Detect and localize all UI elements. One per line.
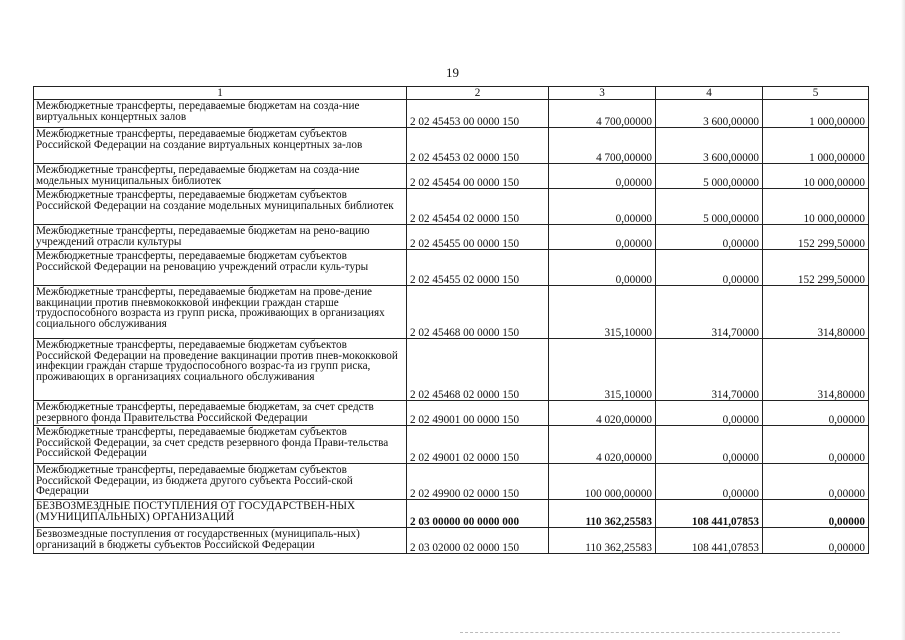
row-name-cell: Межбюджетные трансферты, передаваемые бюджетам, за счет средств резервного фонда Правительства Российской Федерации [34,401,407,426]
row-code-cell: 2 02 45468 00 0000 150 [407,286,549,339]
column-number-header-row [34,87,869,100]
row-name-cell: Безвозмездные поступления от государственных (муниципаль-ных) организаций в бюджеты субъектов Российской Федерации [34,528,407,554]
row-code-cell: 2 02 45453 02 0000 150 [407,128,549,164]
row-code-cell: 2 02 45453 00 0000 150 [407,100,549,128]
row-value-col5: 0,00000 [763,528,869,554]
table-row [34,500,869,528]
row-code-cell: 2 02 45455 00 0000 150 [407,225,549,250]
column-header: 5 [763,87,869,100]
row-code-cell: 2 03 02000 02 0000 150 [407,528,549,554]
row-value-col4: 5 000,00000 [656,164,763,189]
row-value-col5: 314,80000 [763,339,869,401]
table-row [34,401,869,426]
scan-edge-shadow [901,0,905,640]
row-value-col5: 10 000,00000 [763,189,869,225]
row-value-col3: 4 700,00000 [549,128,656,164]
table-row [34,250,869,286]
budget-revenue-table [33,86,869,554]
row-value-col4: 3 600,00000 [656,100,763,128]
row-code-cell: 2 03 00000 00 0000 000 [407,500,549,528]
row-name-cell: Межбюджетные трансферты, передаваемые бюджетам субъектов Российской Федерации на проведение вакцинации против пнев-мококковой инфекции граждан старше трудоспособного возрас-та из групп риска, проживающих в организациях социального обслуживания [34,339,407,401]
row-value-col3: 100 000,00000 [549,464,656,500]
row-name-cell: Межбюджетные трансферты, передаваемые бюджетам на созда-ние виртуальных концертных залов [34,100,407,128]
table-row [34,464,869,500]
row-name-cell: Межбюджетные трансферты, передаваемые бюджетам субъектов Российской Федерации на реновацию учреждений отрасли куль-туры [34,250,407,286]
row-value-col3: 0,00000 [549,250,656,286]
row-value-col3: 315,10000 [549,339,656,401]
row-code-cell: 2 02 49001 00 0000 150 [407,401,549,426]
row-value-col5: 152 299,50000 [763,250,869,286]
row-value-col5: 10 000,00000 [763,164,869,189]
row-name-cell: Межбюджетные трансферты, передаваемые бюджетам на созда-ние модельных муниципальных библиотек [34,164,407,189]
row-value-col4: 108 441,07853 [656,528,763,554]
row-name-cell: Межбюджетные трансферты, передаваемые бюджетам субъектов Российской Федерации, из бюджета другого субъекта Россий-ской Федерации [34,464,407,500]
row-value-col3: 0,00000 [549,164,656,189]
row-value-col5: 152 299,50000 [763,225,869,250]
row-value-col3: 4 020,00000 [549,401,656,426]
table-row [34,189,869,225]
row-code-cell: 2 02 49900 02 0000 150 [407,464,549,500]
table-row [34,528,869,554]
column-header: 4 [656,87,763,100]
row-value-col5: 1 000,00000 [763,128,869,164]
row-name-cell: Межбюджетные трансферты, передаваемые бюджетам субъектов Российской Федерации, за счет средств резервного фонда Прави-тельства Российской Федерации [34,426,407,464]
row-value-col3: 315,10000 [549,286,656,339]
row-value-col4: 0,00000 [656,401,763,426]
row-value-col4: 0,00000 [656,250,763,286]
row-value-col5: 0,00000 [763,401,869,426]
row-value-col4: 0,00000 [656,426,763,464]
page-number: 19 [446,65,459,80]
table-row [34,339,869,401]
table-body [34,100,869,554]
row-value-col3: 0,00000 [549,189,656,225]
row-code-cell: 2 02 45455 02 0000 150 [407,250,549,286]
row-value-col5: 0,00000 [763,464,869,500]
row-name-cell: Межбюджетные трансферты, передаваемые бюджетам на прове-дение вакцинации против пневмококковой инфекции граждан старше трудоспособного возраста из групп риска, проживающих в организациях социального обслуживания [34,286,407,339]
column-header: 2 [407,87,549,100]
row-value-col3: 110 362,25583 [549,500,656,528]
row-value-col3: 4 020,00000 [549,426,656,464]
row-value-col3: 110 362,25583 [549,528,656,554]
row-code-cell: 2 02 49001 02 0000 150 [407,426,549,464]
row-name-cell: Межбюджетные трансферты, передаваемые бюджетам субъектов Российской Федерации на создание модельных муниципальных библиотек [34,189,407,225]
table-row [34,426,869,464]
row-value-col5: 0,00000 [763,426,869,464]
row-code-cell: 2 02 45454 00 0000 150 [407,164,549,189]
row-value-col3: 4 700,00000 [549,100,656,128]
table-row [34,225,869,250]
row-name-cell: Межбюджетные трансферты, передаваемые бюджетам на рено-вацию учреждений отрасли культуры [34,225,407,250]
row-value-col3: 0,00000 [549,225,656,250]
table-row [34,128,869,164]
row-value-col5: 1 000,00000 [763,100,869,128]
column-header: 3 [549,87,656,100]
scan-artifact-line [460,632,840,634]
row-value-col4: 0,00000 [656,225,763,250]
row-value-col5: 314,80000 [763,286,869,339]
column-header: 1 [34,87,407,100]
row-value-col4: 108 441,07853 [656,500,763,528]
row-code-cell: 2 02 45454 02 0000 150 [407,189,549,225]
row-name-cell: БЕЗВОЗМЕЗДНЫЕ ПОСТУПЛЕНИЯ ОТ ГОСУДАРСТВЕН-НЫХ (МУНИЦИПАЛЬНЫХ) ОРГАНИЗАЦИЙ [34,500,407,528]
row-value-col4: 0,00000 [656,464,763,500]
row-value-col4: 314,70000 [656,286,763,339]
table-row [34,100,869,128]
table-row [34,164,869,189]
row-name-cell: Межбюджетные трансферты, передаваемые бюджетам субъектов Российской Федерации на создание виртуальных концертных за-лов [34,128,407,164]
row-value-col5: 0,00000 [763,500,869,528]
row-code-cell: 2 02 45468 02 0000 150 [407,339,549,401]
row-value-col4: 314,70000 [656,339,763,401]
table-row [34,286,869,339]
row-value-col4: 3 600,00000 [656,128,763,164]
row-value-col4: 5 000,00000 [656,189,763,225]
